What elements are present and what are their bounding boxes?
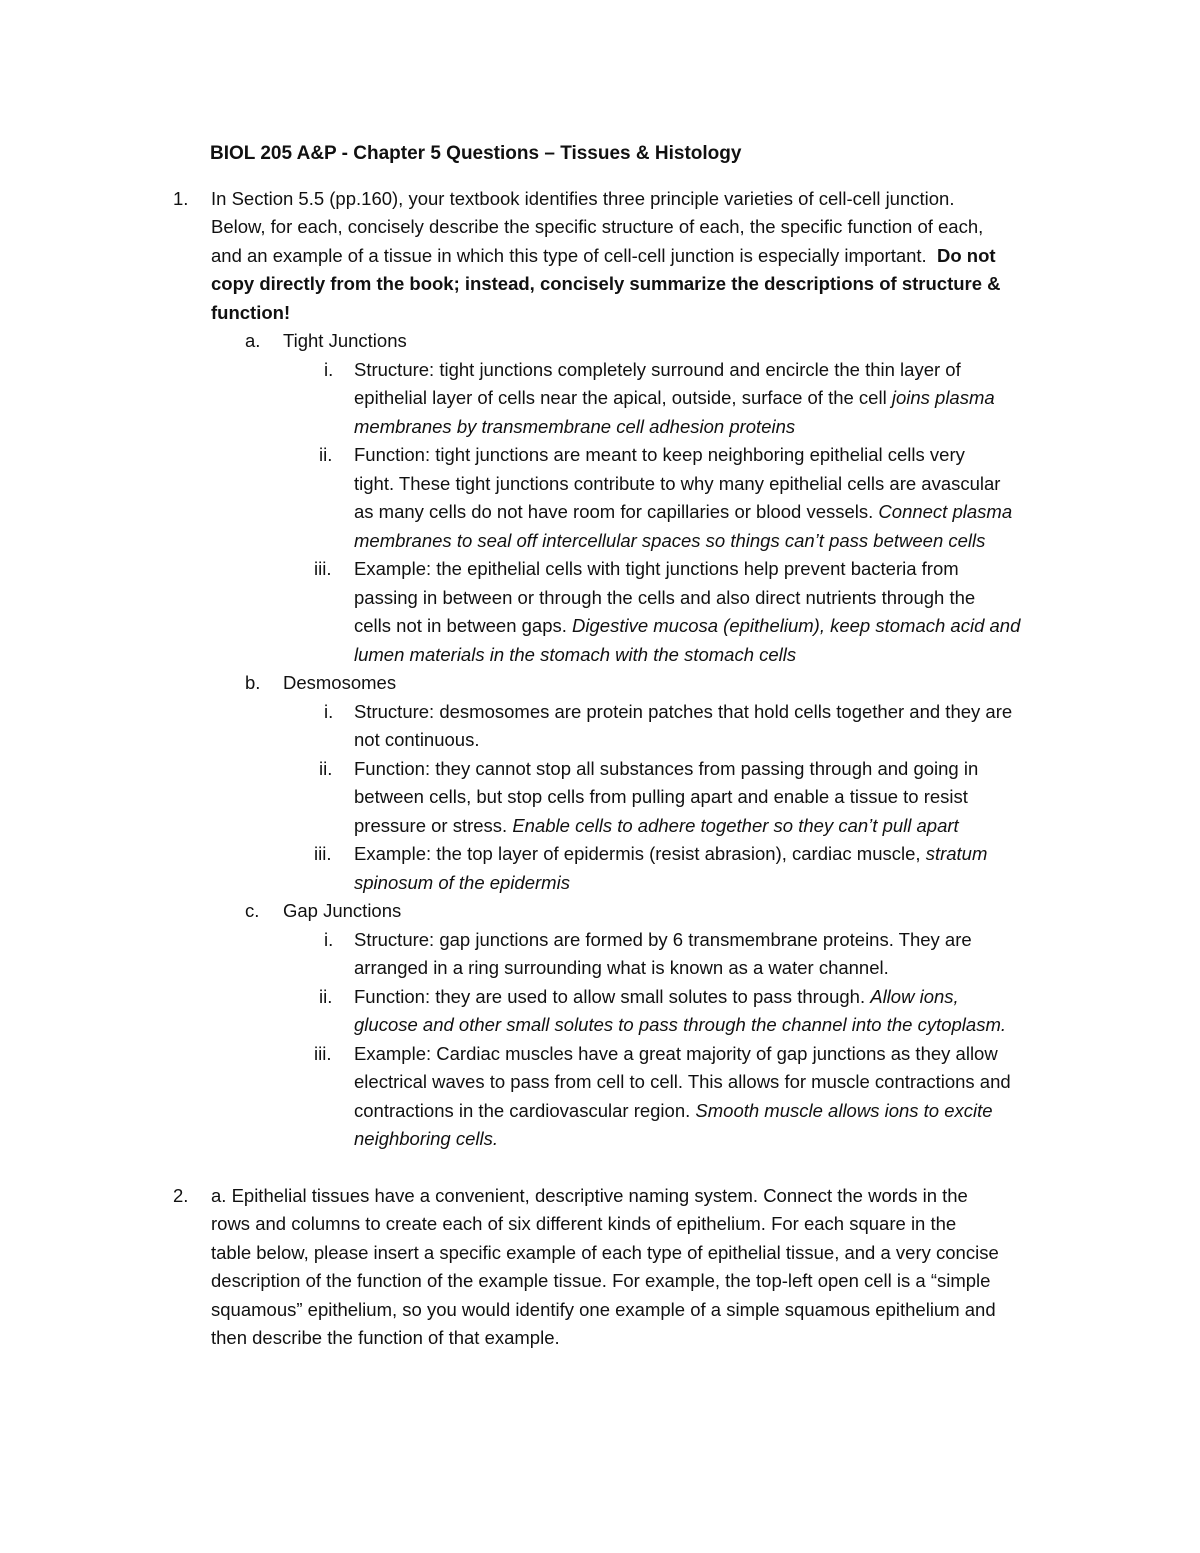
c-example-line-4: neighboring cells. <box>354 1128 498 1149</box>
c-iii-marker: iii. <box>314 1043 332 1064</box>
q2-line-6: then describe the function of that example. <box>211 1327 560 1348</box>
a-function-text: as many cells do not have room for capillaries or blood vessels. <box>354 501 874 522</box>
a-structure-line-1: Structure: tight junctions completely surround and encircle the thin layer of <box>354 359 961 380</box>
a-example-text: cells not in between gaps. <box>354 615 567 636</box>
c-i-marker: i. <box>324 929 334 950</box>
b-example-line-2: spinosum of the epidermis <box>354 872 570 893</box>
b-function-line-2: between cells, but stop cells from pulling apart and enable a tissue to resist <box>354 786 968 807</box>
item-c-marker: c. <box>245 900 260 921</box>
c-function-italic: Allow ions, <box>870 986 959 1007</box>
c-function-line-1 <box>354 983 959 1012</box>
a-example-line-3 <box>354 612 1020 641</box>
a-function-italic: Connect plasma <box>878 501 1013 522</box>
c-structure-line-1: Structure: gap junctions are formed by 6 transmembrane proteins. They are <box>354 929 972 950</box>
item-c-heading: Gap Junctions <box>283 900 402 921</box>
a-example-line-2: passing in between or through the cells and also direct nutrients through the <box>354 587 976 608</box>
question-1-number: 1. <box>173 188 189 209</box>
a-structure-line-3: membranes by transmembrane cell adhesion proteins <box>354 416 796 437</box>
a-ii-marker: ii. <box>319 444 333 465</box>
c-example-italic: Smooth muscle allows ions to excite <box>695 1100 993 1121</box>
item-b-marker: b. <box>245 672 261 693</box>
q2-line-2: rows and columns to create each of six different kinds of epithelium. For each square in the <box>211 1213 957 1234</box>
c-structure-line-2: arranged in a ring surrounding what is known as a water channel. <box>354 957 889 978</box>
a-iii-marker: iii. <box>314 558 332 579</box>
a-example-italic: Digestive mucosa (epithelium), keep stomach acid and <box>572 615 1021 636</box>
page-title: BIOL 205 A&P - Chapter 5 Questions – Tissues & Histology <box>210 143 742 164</box>
a-example-line-1: Example: the epithelial cells with tight junctions help prevent bacteria from <box>354 558 959 579</box>
item-b-heading: Desmosomes <box>283 672 397 693</box>
a-structure-italic: joins plasma <box>891 387 995 408</box>
item-a-heading: Tight Junctions <box>283 330 407 351</box>
q1-instruction-line-2: copy directly from the book; instead, concisely summarize the descriptions of structure & <box>211 273 1001 294</box>
q1-intro-line-2: Below, for each, concisely describe the specific structure of each, the specific function of each, <box>211 216 984 237</box>
q1-intro-line-3 <box>211 242 996 271</box>
q1-intro-text: and an example of a tissue in which this type of cell-cell junction is especially important. <box>211 245 927 266</box>
q1-intro-line-1: In Section 5.5 (pp.160), your textbook identifies three principle varieties of cell-cell junction. <box>211 188 955 209</box>
c-ii-marker: ii. <box>319 986 333 1007</box>
a-function-line-3 <box>354 498 1012 527</box>
b-function-line-3 <box>354 812 959 841</box>
c-example-text: contractions in the cardiovascular region. <box>354 1100 691 1121</box>
b-example-italic: stratum <box>925 843 988 864</box>
q1-instruction-line-3: function! <box>211 302 291 323</box>
q2-line-5: squamous” epithelium, so you would identify one example of a simple squamous epithelium and <box>211 1299 996 1320</box>
b-function-text: pressure or stress. <box>354 815 508 836</box>
a-structure-text: epithelial layer of cells near the apical, outside, surface of the cell <box>354 387 887 408</box>
c-example-line-1: Example: Cardiac muscles have a great majority of gap junctions as they allow <box>354 1043 998 1064</box>
b-structure-line-2: not continuous. <box>354 729 480 750</box>
q2-line-3: table below, please insert a specific example of each type of epithelial tissue, and a very concise <box>211 1242 999 1263</box>
a-function-line-2: tight. These tight junctions contribute to why many epithelial cells are avascular <box>354 473 1001 494</box>
q1-instruction-bold: Do not <box>936 245 996 266</box>
q2-line-1: a. Epithelial tissues have a convenient, descriptive naming system. Connect the words in the <box>211 1185 968 1206</box>
q2-line-4: description of the function of the example tissue. For example, the top-left open cell is a “simple <box>211 1270 991 1291</box>
a-i-marker: i. <box>324 359 334 380</box>
b-function-line-1: Function: they cannot stop all substances from passing through and going in <box>354 758 979 779</box>
c-function-line-2: glucose and other small solutes to pass through the channel into the cytoplasm. <box>354 1014 1006 1035</box>
question-2-number: 2. <box>173 1185 189 1206</box>
a-function-line-4: membranes to seal off intercellular spaces so things can’t pass between cells <box>354 530 986 551</box>
a-structure-line-2 <box>354 384 995 413</box>
b-function-italic: Enable cells to adhere together so they can’t pull apart <box>512 815 959 836</box>
b-example-text: Example: the top layer of epidermis (resist abrasion), cardiac muscle, <box>354 843 921 864</box>
a-example-line-4: lumen materials in the stomach with the stomach cells <box>354 644 797 665</box>
a-function-line-1: Function: tight junctions are meant to keep neighboring epithelial cells very <box>354 444 965 465</box>
item-a-marker: a. <box>245 330 261 351</box>
b-iii-marker: iii. <box>314 843 332 864</box>
b-i-marker: i. <box>324 701 334 722</box>
b-ii-marker: ii. <box>319 758 333 779</box>
c-example-line-3 <box>354 1097 993 1126</box>
b-example-line-1 <box>354 840 987 869</box>
c-example-line-2: electrical waves to pass from cell to cell. This allows for muscle contractions and <box>354 1071 1011 1092</box>
b-structure-line-1: Structure: desmosomes are protein patches that hold cells together and they are <box>354 701 1013 722</box>
c-function-text: Function: they are used to allow small solutes to pass through. <box>354 986 866 1007</box>
